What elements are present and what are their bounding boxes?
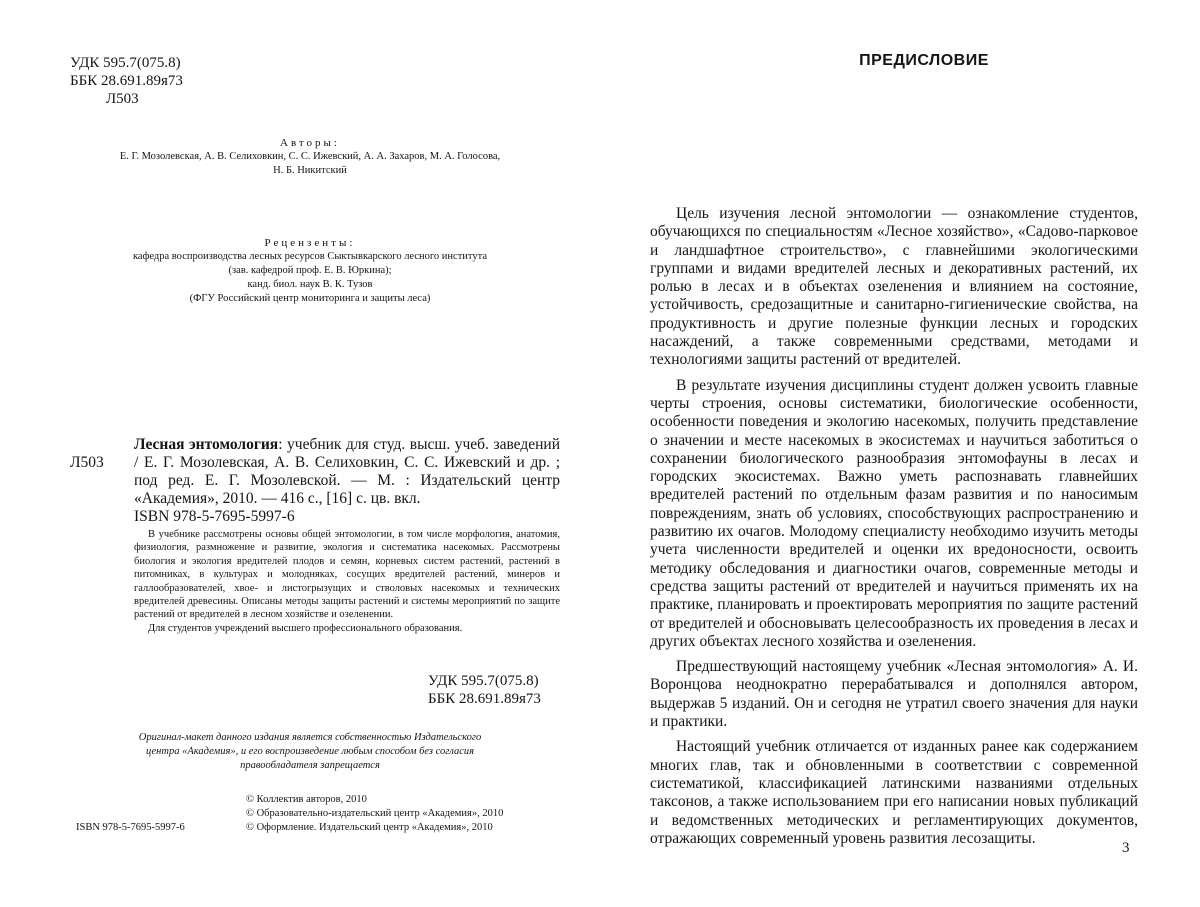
copyright-list (246, 793, 586, 835)
page-number: 3 (1122, 840, 1130, 857)
udk-block-bottom (428, 672, 541, 708)
copyright-isbn: ISBN 978-5-7695-5997-6 (76, 821, 185, 835)
preface-paragraph: В результате изучения дисциплины студент должен усвоить главные черты строения, основы систематики, биологические особенности, особенности поведения и экологию насекомых, получить представление о значении и месте насекомых в экосистемах и научиться заботиться о сохранении биологического разнообразия энтомофауны в лесах и городских экосистемах. Важно уметь распознавать главнейших вредителей растений по отдельным фазам развития и по наносимым повреждениям, знать об условиях, способствующих распространению и развитию их очагов. Молодому специалисту необходимо изучить методы учета численности вредителей и оценки их вредоносности, освоить методику обследования и диагностики очагов, современные методы и средства защиты растений от вредителей и научиться применять их на практике, планировать и проектировать мероприятия по защите растений от вредителей и обосновывать целесообразность их проведения в лесах и других объектах лесного хозяйства и озеленения. (650, 377, 1138, 651)
reviewers-line: (ФГУ Российский центр мониторинга и защиты леса) (40, 292, 580, 306)
reviewers-line: (зав. кафедрой проф. Е. В. Юркина); (40, 264, 580, 278)
udk-code: УДК 595.7(075.8) (70, 54, 183, 72)
right-page (600, 0, 1200, 907)
udk-block-top (70, 54, 183, 108)
copyright-line: © Образовательно-издательский центр «Академия», 2010 (246, 807, 586, 821)
preface-text (650, 205, 1138, 855)
annotation-paragraph: В учебнике рассмотрены основы общей энтомологии, в том числе морфология, анатомия, физиология, размножение и развитие, экология и систематика насекомых. Рассмотрены биология и экология вредителей плодов и семян, корневых систем растений, растений в питомниках, в культурах и молодняках, сосущих вредителей растений, минеров и галлообразователей, хвое- и листогрызущих и стволовых насекомых и технических вредителей древесины. Описаны методы защиты растений и системы мероприятий по защите растений от вредителей в лесном хозяйстве и озеленении. (134, 528, 560, 622)
notice-line: центра «Академия», и его воспроизведение любым способом без согласия (40, 745, 580, 759)
bbk-code: ББК 28.691.89я73 (428, 690, 541, 708)
page-title: ПРЕДИСЛОВИЕ (674, 52, 1174, 70)
book-details: : учебник для студ. высш. учеб. заведений / Е. Г. Мозолевская, А. В. Селиховкин, С. С. Ижевский и др. ; под ред. Е. Г. Мозолевской. — М. : Издательский центр «Академия», 2010. — 416 с., [16] с. цв. вкл. (134, 436, 560, 507)
udk-code: УДК 595.7(075.8) (428, 672, 541, 690)
biblio-author-mark: Л503 (70, 436, 134, 508)
preface-paragraph: Предшествующий настоящему учебник «Лесная энтомология» А. И. Воронцова неоднократно перерабатывался и дополнялся автором, выдержав 5 изданий. Он и сегодня не утратил своего значения для науки и практики. (650, 658, 1138, 731)
bibliographic-record (70, 436, 560, 526)
copyright-notice (40, 731, 580, 773)
reviewers-block (40, 236, 580, 306)
preface-paragraph: Настоящий учебник отличается от изданных ранее как содержанием многих глав, так и обновленными в соответствии с современной систематикой, классификацией латинскими названиями отдельных таксонов, а также использованием при его написании новых публикаций и ведомственных методических и регламентирующих документов, отражающих современный уровень развития лесозащиты. (650, 738, 1138, 848)
annotation (134, 528, 560, 635)
notice-line: правообладателя запрещается (40, 759, 580, 773)
preface-paragraph: Цель изучения лесной энтомологии — ознакомление студентов, обучающихся по специальностям «Лесное хозяйство», «Садово-парковое и ландшафтное строительство», с главнейшими экологическими группами и видами вредителей лесных и декоративных растений, их ролью в лесах и в объектах озеленения и влиянием на состояние, устойчивость, средозащитные и санитарно-гигиенические свойства, на продуктивность и другие полезные функции лесных и городских насаждений, а также современными средствами, методами и технологиями защиты растений от вредителей. (650, 205, 1138, 370)
bbk-code: ББК 28.691.89я73 (70, 72, 183, 90)
biblio-description (134, 436, 560, 508)
reviewers-line: кафедра воспроизводства лесных ресурсов Сыктывкарского лесного института (40, 250, 580, 264)
authors-block (40, 136, 580, 178)
copyright-line: © Оформление. Издательский центр «Академия», 2010 (246, 821, 586, 835)
authors-line: Н. Б. Никитский (40, 164, 580, 178)
reviewers-line: канд. биол. наук В. К. Тузов (40, 278, 580, 292)
annotation-audience: Для студентов учреждений высшего профессионального образования. (134, 622, 560, 635)
author-mark: Л503 (70, 90, 183, 108)
biblio-isbn: ISBN 978-5-7695-5997-6 (70, 508, 560, 526)
notice-line: Оригинал-макет данного издания является собственностью Издательского (40, 731, 580, 745)
book-title: Лесная энтомология (134, 436, 278, 453)
authors-heading: Авторы: (40, 136, 580, 150)
reviewers-heading: Рецензенты: (40, 236, 580, 250)
authors-line: Е. Г. Мозолевская, А. В. Селиховкин, С. С. Ижевский, А. А. Захаров, М. А. Голосова, (40, 150, 580, 164)
copyright-line: © Коллектив авторов, 2010 (246, 793, 586, 807)
left-page (0, 0, 600, 907)
